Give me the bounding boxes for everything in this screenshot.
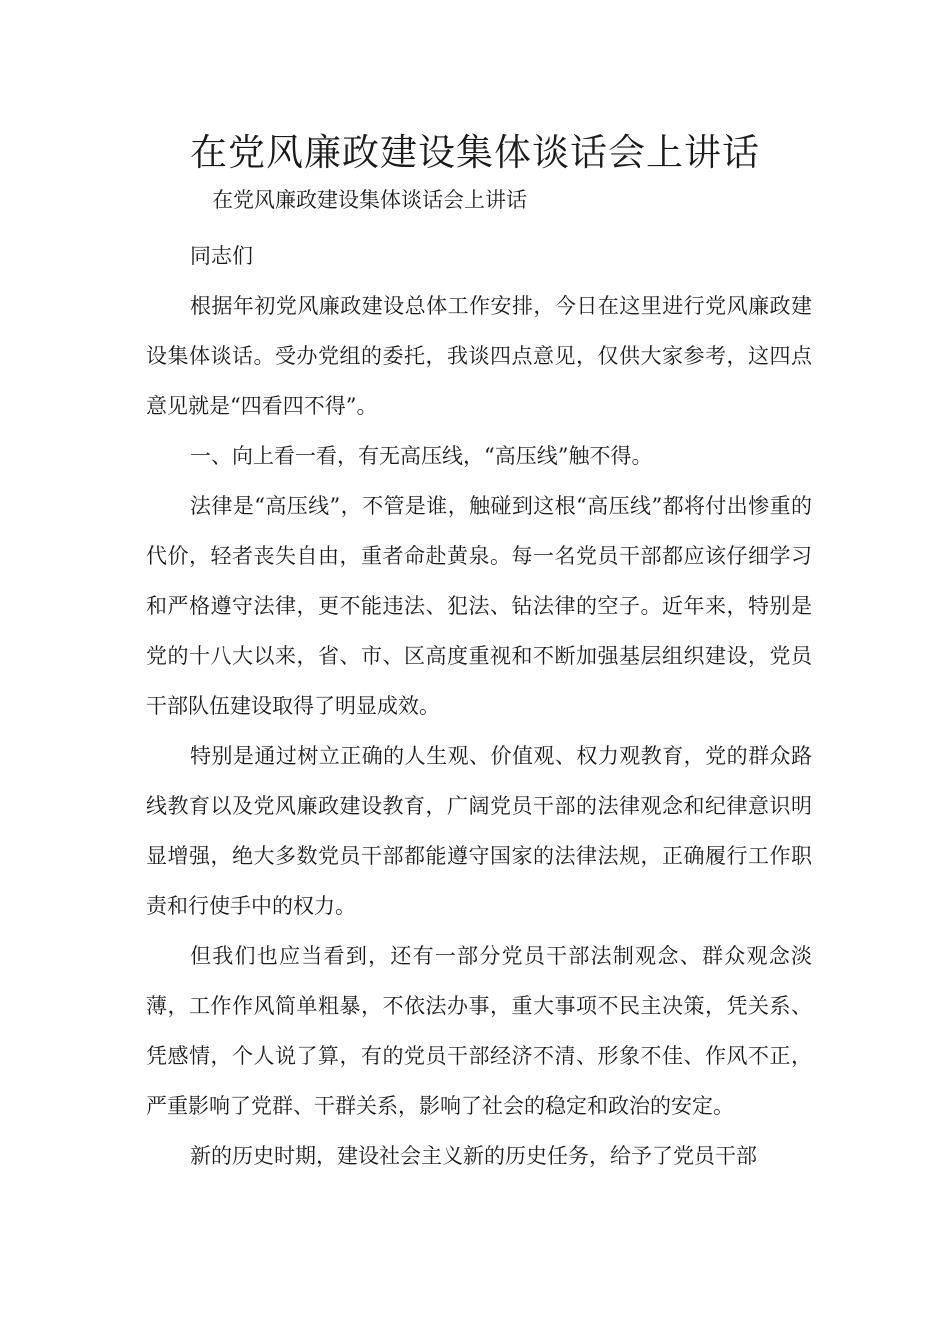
paragraph-intro: 根据年初党风廉政建设总体工作安排，今日在这里进行党风廉政建设集体谈话。受办党组的委托，我谈四点意见，仅供大家参考，这四点意见就是“四看四不得”。 [146, 294, 812, 418]
document-subtitle: 在党风廉政建设集体谈话会上讲话 [212, 188, 527, 212]
document-body [146, 231, 812, 1181]
paragraph-problems: 但我们也应当看到，还有一部分党员干部法制观念、群众观念淡薄，工作作风简单粗暴，不依法办事，重大事项不民主决策，凭关系、凭感情，个人说了算，有的党员干部经济不清、形象不佳、作风不正，严重影响了党群、干群关系，影响了社会的稳定和政治的安定。 [146, 944, 812, 1118]
paragraph-education: 特别是通过树立正确的人生观、价值观、权力观教育，党的群众路线教育以及党风廉政建设教育，广阔党员干部的法律观念和纪律意识明显增强，绝大多数党员干部都能遵守国家的法律法规，正确履行工作职责和行使手中的权力。 [146, 744, 812, 918]
paragraph-law: 法律是“高压线”，不管是谁，触碰到这根“高压线”都将付出惨重的代价，轻者丧失自由，重者命赴黄泉。每一名党员干部都应该仔细学习和严格遵守法律，更不能违法、犯法、钻法律的空子。近年来，特别是党的十八大以来，省、市、区高度重视和不断加强基层组织建设，党员干部队伍建设取得了明显成效。 [146, 494, 812, 718]
document-title: 在党风廉政建设集体谈话会上讲话 [190, 131, 760, 174]
salutation: 同志们 [190, 244, 253, 268]
paragraph-new-era: 新的历史时期，建设社会主义新的历史任务，给予了党员干部 [190, 1144, 757, 1168]
section-heading-1: 一、向上看一看，有无高压线，“高压线”触不得。 [190, 444, 653, 468]
